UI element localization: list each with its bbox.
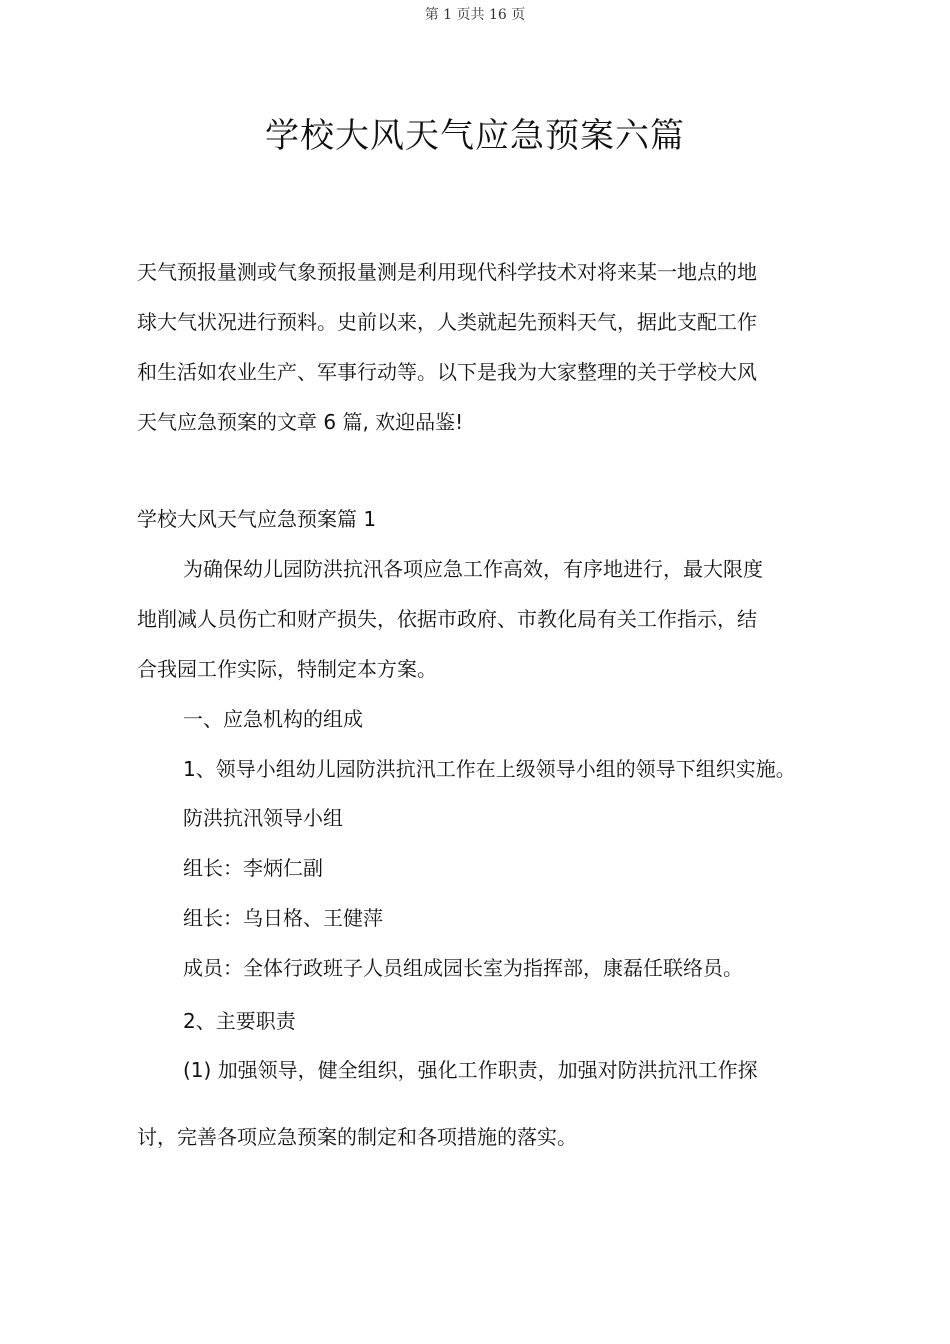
page-header: 第 1 页共 16 页 <box>424 7 526 23</box>
intro-line-3: 和生活如农业生产、军事行动等。以下是我为大家整理的关于学校大风 <box>137 360 757 384</box>
group-deputy: 组长：乌日格、王健萍 <box>183 906 383 930</box>
intro-line-1: 天气预报量测或气象预报量测是利用现代科学技术对将来某一地点的地 <box>137 260 757 284</box>
duty1-line-2: 讨，完善各项应急预案的制定和各项措施的落实。 <box>137 1125 577 1149</box>
para1-line-2: 地削减人员伤亡和财产损失，依据市政府、市教化局有关工作指示，结 <box>137 607 757 631</box>
section-heading: 学校大风天气应急预案篇 1 <box>137 507 377 531</box>
group-name: 防洪抗汛领导小组 <box>183 806 343 830</box>
intro-line-2: 球大气状况进行预料。史前以来，人类就起先预料天气，据此支配工作 <box>137 310 757 334</box>
duty1-line-1: (1) 加强领导，健全组织，强化工作职责，加强对防洪抗汛工作探 <box>183 1058 758 1082</box>
item-duties-heading: 2、主要职责 <box>183 1009 296 1033</box>
intro-line-4: 天气应急预案的文章 6 篇, 欢迎品鉴! <box>137 410 464 434</box>
group-head: 组长：李炳仁副 <box>183 856 323 880</box>
group-members: 成员：全体行政班子人员组成园长室为指挥部，康磊任联络员。 <box>183 956 743 980</box>
item-org-heading: 一、应急机构的组成 <box>183 707 363 731</box>
document-title: 学校大风天气应急预案六篇 <box>265 116 685 156</box>
para1-line-1: 为确保幼儿园防洪抗汛各项应急工作高效，有序地进行，最大限度 <box>183 557 763 581</box>
para1-line-3: 合我园工作实际，特制定本方案。 <box>137 657 437 681</box>
item-leader: 1、领导小组幼儿园防洪抗汛工作在上级领导小组的领导下组织实施。 <box>183 757 796 781</box>
